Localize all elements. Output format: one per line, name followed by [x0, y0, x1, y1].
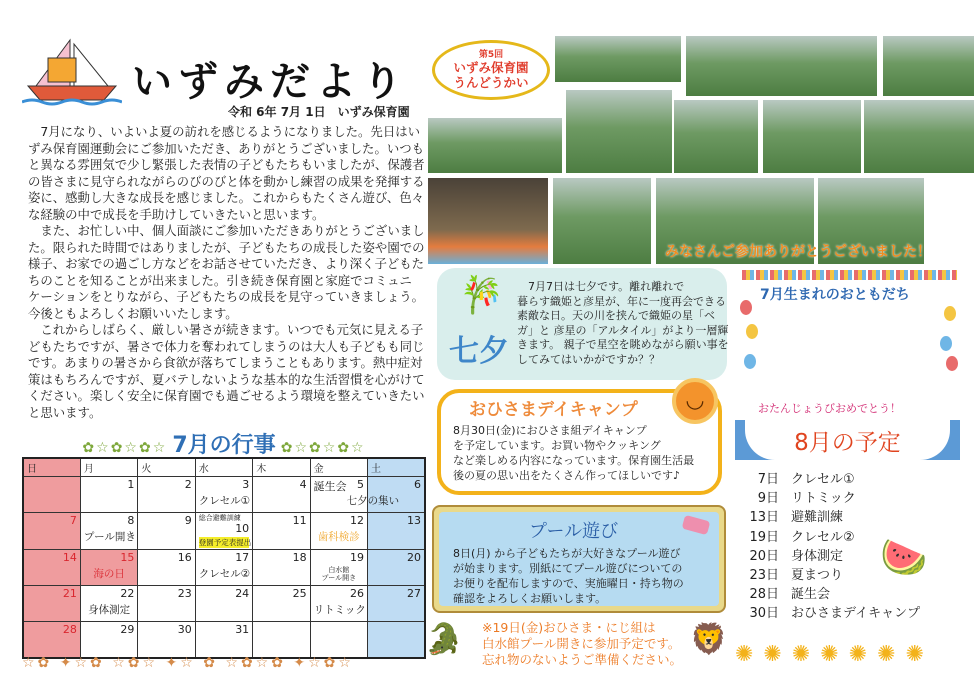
calendar-day [195, 477, 252, 513]
day-number-value: 16 [177, 551, 192, 564]
photo [427, 177, 549, 265]
pool-line: 確認をよろしくお願いします。 [453, 592, 607, 605]
day-event: リトミック [313, 604, 366, 616]
day-camp-line: 8月30日(金)におひさま組デイキャンプ [453, 424, 647, 437]
thanks-caption: みなさんご参加ありがとうございました！ [665, 244, 931, 260]
day-camp-text [453, 423, 694, 483]
letter-line: と思います。 [28, 404, 102, 420]
balloon-icon [744, 354, 756, 369]
day-number-value: 4 [299, 478, 307, 491]
day-event: プール開き [83, 531, 136, 543]
day-number-value: 15 [120, 551, 135, 564]
schedule-day: 7日 [757, 472, 779, 487]
day-number-value: 26 [350, 587, 365, 600]
letter-line: ちのことを知ることが出来ました。引き続き保育園と家庭でコミュニ [28, 272, 412, 288]
letter-line: どもたちですが、暑さで体力を奪われてしまうのは大人も子どもも同じ [28, 338, 425, 354]
day-number-value: 10 [235, 522, 250, 535]
calendar-week [23, 622, 425, 658]
day-number [84, 623, 134, 636]
calendar-day [253, 550, 310, 586]
day-event: 七夕の集い [346, 495, 400, 507]
day-number-value: 21 [62, 587, 77, 600]
note-line: ※19日(金)おひさま・にじ組は [482, 620, 656, 635]
tanabata-line: 7月7日は七夕です。離れ離れで [517, 280, 685, 293]
calendar-day [253, 622, 310, 658]
day-camp-title: おひさまデイキャンプ [469, 400, 638, 420]
letter-line: これからしばらく、厳しい暑さが続きます。いつでも元気に見える子 [28, 322, 424, 337]
calendar-day [253, 586, 310, 622]
pool-box [432, 505, 726, 613]
calendar-day [138, 513, 195, 550]
day-number-value: 7 [69, 514, 77, 527]
day-number [141, 478, 191, 491]
day-number-value: 31 [235, 623, 250, 636]
calendar-day [138, 550, 195, 586]
day-number-value: 14 [62, 551, 77, 564]
bunting-decoration [742, 270, 957, 280]
day-number-value: 27 [407, 587, 421, 600]
day-number [371, 514, 421, 527]
balloon-icon [944, 306, 956, 321]
august-schedule-banner [735, 420, 960, 460]
calendar-day [23, 586, 80, 622]
calendar-day [80, 586, 137, 622]
letter-line: と異なる雰囲気で少し緊張した表情の子どもたちもいましたが、保護者 [28, 157, 425, 172]
calendar-day [138, 477, 195, 513]
schedule-event: リトミック [791, 491, 856, 507]
day-number [199, 551, 249, 564]
note-line: 白水館プール開きに参加予定です。 [482, 636, 681, 651]
day-number-value: 12 [350, 514, 365, 527]
lion-icon: 🦁 [690, 622, 728, 657]
weekday-header: 土 [368, 458, 425, 477]
sports-day-logo [432, 40, 550, 100]
day-number [84, 514, 134, 527]
schedule-item [745, 508, 920, 527]
day-number-value: 17 [235, 551, 250, 564]
schedule-event: クレセル① [791, 472, 855, 487]
pool-opening-note [482, 620, 682, 668]
calendar-week [23, 586, 425, 622]
day-number [84, 478, 134, 491]
schedule-day: 28日 [749, 587, 779, 603]
schedule-item [745, 604, 920, 623]
calendar-week [23, 550, 425, 586]
day-camp-line: を予定しています。お買い物やクッキング [453, 439, 661, 452]
photo [685, 35, 878, 97]
letter-line: な経験の中で成長を手助けしていきたいと思います。 [28, 206, 325, 222]
day-camp-line: など楽しめる内容になっています。保育園生活最 [453, 454, 695, 467]
day-number [256, 478, 306, 491]
schedule-item [745, 489, 920, 508]
photo [673, 99, 759, 174]
day-event: 海の日 [93, 568, 125, 580]
day-number [371, 478, 421, 491]
calendar-week [23, 477, 425, 513]
weekday-header: 日 [23, 458, 80, 477]
letter-line: 7月になり、いよいよ夏の訪れを感じるようになりました。先日はい [28, 124, 420, 139]
calendar-title: 7月の行事 [172, 433, 276, 458]
tanabata-line: きます。 親子で星空を眺めながら願い事を [517, 338, 729, 351]
day-number [371, 551, 421, 564]
pool-line: が始まります。別紙にてプール遊びについての [453, 562, 683, 575]
letter-line: ケーションをとりながら、子どもたちの成長を見守っていきましょう。 [28, 289, 425, 304]
bottom-decoration: ☆✿ ✦☆✿ ☆✿☆ ✦☆ ✿ ☆✿☆✿ ✦☆✿☆ [22, 655, 354, 671]
day-number-value: 28 [62, 623, 77, 636]
tanabata-line: 暮らす織姫と彦星が、年に一度再会できる [517, 294, 726, 308]
letter-line: 策はもちろんですが、夏バテしないような基本的な生活習慣を心がけて [28, 371, 425, 387]
day-event: 白水館 プール開き [321, 566, 357, 582]
sunflower-decoration: ✺✺✺✺✺✺✺ [735, 642, 935, 667]
day-number-value: 8 [127, 514, 135, 527]
issue-date: 令和 6年 7月 1日 いずみ保育園 [228, 105, 410, 119]
calendar-day [368, 550, 425, 586]
day-number [314, 551, 364, 564]
weekday-header: 火 [138, 458, 195, 477]
day-number-value: 22 [120, 587, 135, 600]
day-number [199, 514, 249, 535]
schedule-event: 避難訓練 [791, 510, 844, 526]
day-number [84, 587, 134, 600]
sailboat-logo [22, 38, 122, 106]
schedule-item [745, 585, 920, 604]
pool-title: プール遊び [529, 521, 619, 542]
day-event: クレセル① [198, 495, 251, 507]
crocodile-icon: 🐊 [425, 622, 463, 657]
day-number [314, 514, 364, 527]
bamboo-decoration-icon: ✿☆✿☆✿☆ [280, 440, 366, 456]
letter-line: ください。楽しく安全に保育園でも過ごせるよう環境を整えていきたい [28, 388, 425, 403]
tanabata-text [517, 280, 729, 367]
day-number [199, 478, 249, 491]
weekday-header: 金 [310, 458, 367, 477]
day-number-value: 11 [292, 514, 307, 527]
calendar-day [310, 513, 367, 550]
director-letter [28, 124, 433, 421]
letter-line: 姿に、感動し大きな成長を感じました。これからもたくさん遊び、色々 [28, 190, 425, 205]
day-number-value: 20 [407, 551, 421, 564]
calendar-day [23, 477, 80, 513]
calendar-day [80, 513, 137, 550]
birthday-title: 7月生まれのおともだち [760, 287, 910, 303]
bamboo-icon: 🎋 [459, 275, 504, 316]
calendar-day [368, 622, 425, 658]
day-number [199, 587, 249, 600]
day-number [141, 514, 191, 527]
kickboard-icon [682, 515, 711, 535]
day-number-value: 13 [407, 514, 421, 527]
calendar-day [368, 586, 425, 622]
calendar-day [195, 586, 252, 622]
calendar-day [195, 550, 252, 586]
july-calendar [22, 457, 426, 659]
letter-line: 様子、お家での過ごし方などをお話させていただき、より深く子どもた [28, 256, 425, 271]
day-number [27, 623, 77, 636]
day-number [141, 623, 191, 636]
day-number [314, 478, 364, 491]
calendar-day [23, 550, 80, 586]
bamboo-decoration-icon: ✿☆✿☆✿☆ [82, 440, 168, 456]
birthday-message: おたんじょうびおめでとう！ [758, 402, 901, 415]
day-number-value: 2 [184, 478, 192, 491]
balloon-icon [946, 356, 958, 371]
calendar-day [23, 622, 80, 658]
schedule-event: 身体測定 [791, 548, 844, 564]
calendar-week [23, 513, 425, 550]
watermelon-splitting-boy-icon: 🍉 [880, 535, 928, 579]
tanabata-line: 素敵な日。天の川を挟んで織姫の星「ベ [517, 309, 715, 322]
day-number [314, 587, 364, 600]
calendar-day [253, 513, 310, 550]
sports-day-subtitle: うんどうかい [453, 75, 529, 90]
calendar-day [310, 622, 367, 658]
schedule-day: 30日 [749, 606, 779, 622]
calendar-day [368, 513, 425, 550]
calendar-day [138, 586, 195, 622]
day-number [141, 551, 191, 564]
letter-line: た。限られた時間ではありましたが、子どもたちの成長した姿や園での [28, 239, 425, 255]
day-pre-event: 総合避難訓練 [198, 514, 241, 522]
schedule-event: 誕生会 [791, 587, 831, 603]
weekday-header: 水 [195, 458, 252, 477]
day-number-value: 30 [177, 623, 192, 636]
calendar-day [310, 477, 400, 513]
day-number-value: 9 [184, 514, 192, 527]
balloon-icon [746, 324, 758, 339]
letter-line: です。あまりの暑さから食欲が落ちてしまうこともあります。熱中症対 [28, 355, 423, 370]
calendar-day [80, 550, 137, 586]
day-number [256, 587, 306, 600]
tanabata-label: 七夕 [449, 334, 509, 369]
sports-day-round: 第5回 [478, 50, 504, 60]
note-line: 忘れ物のないようご準備ください。 [482, 652, 683, 667]
day-number [84, 551, 134, 564]
letter-line: また、お忙しい中、個人面談にご参加いただきありがとうございまし [28, 223, 425, 238]
day-event: 登園予定表提出 [198, 538, 252, 547]
tanabata-line: ガ」と 彦星の「アルタイル」がより一層輝 [517, 323, 729, 337]
tanabata-line: してみてはいかがですか？？ [517, 352, 660, 366]
letter-line: の皆さまに見守られながらのびのびと体を動かし練習の成果を発揮する [28, 173, 425, 189]
weekday-header: 木 [253, 458, 310, 477]
calendar-day [138, 622, 195, 658]
schedule-event: クレセル② [791, 529, 855, 545]
day-number [27, 514, 77, 527]
day-event: 歯科検診 [317, 531, 360, 543]
calendar-day [253, 477, 310, 513]
pool-text [453, 546, 684, 606]
schedule-day: 9日 [757, 491, 779, 507]
calendar-heading [22, 428, 426, 458]
calendar-day [23, 513, 80, 550]
sports-day-name: いずみ保育園 [453, 60, 529, 75]
photo [882, 35, 975, 97]
smiling-sun-icon: ◡ [672, 378, 718, 424]
weekday-header: 月 [80, 458, 137, 477]
calendar-day [80, 477, 137, 513]
day-number-value: 5 [357, 478, 365, 491]
photo [427, 117, 563, 174]
day-number-value: 19 [350, 551, 365, 564]
schedule-day: 23日 [749, 568, 779, 584]
day-number [27, 587, 77, 600]
pool-line: 8日(月) から子どもたちが大好きなプール遊び [453, 547, 681, 560]
day-event: 身体測定 [88, 604, 131, 616]
day-event: クレセル② [198, 568, 251, 580]
day-number-value: 23 [177, 587, 192, 600]
day-pre-event: 誕生会 [313, 480, 347, 493]
photo [863, 99, 975, 174]
photo [552, 177, 652, 265]
schedule-day: 19日 [749, 529, 779, 545]
day-number [371, 587, 421, 600]
august-schedule-title: 8月の予定 [794, 430, 901, 456]
photo [554, 35, 682, 83]
letter-line: 今後ともよろしくお願いいたします。 [28, 305, 238, 321]
schedule-day: 20日 [749, 548, 779, 564]
day-number [141, 587, 191, 600]
day-number [199, 623, 249, 636]
balloon-icon [940, 336, 952, 351]
day-number [256, 551, 306, 564]
day-number-value: 29 [120, 623, 135, 636]
day-number-value: 3 [242, 478, 250, 491]
calendar-day [195, 622, 252, 658]
birthday-frame [738, 268, 963, 418]
day-number-value: 6 [414, 478, 421, 491]
photo [565, 89, 673, 174]
calendar-day [80, 622, 137, 658]
schedule-day: 13日 [749, 510, 779, 526]
calendar-day [310, 586, 367, 622]
pool-line: お便りを配布しますので、実施曜日・持ち物の [453, 577, 684, 590]
schedule-event: 夏まつり [791, 568, 844, 584]
day-number [256, 514, 306, 527]
newsletter-title: いずみだより [132, 59, 408, 105]
balloon-icon [740, 300, 752, 315]
day-number-value: 24 [235, 587, 250, 600]
letter-line: ずみ保育園運動会にご参加いただき、ありがとうございました。いつも [28, 140, 425, 156]
calendar-day [310, 550, 367, 586]
day-camp-line: 後の夏の思い出をたくさん作ってほしいです♪ [453, 469, 681, 482]
schedule-event: おひさまデイキャンプ [791, 606, 921, 622]
day-number-value: 25 [292, 587, 307, 600]
day-number-value: 1 [127, 478, 135, 491]
day-number-value: 18 [292, 551, 307, 564]
tanabata-box [437, 268, 727, 380]
schedule-item [745, 470, 920, 489]
calendar-day [195, 513, 252, 550]
day-number [27, 551, 77, 564]
photo [762, 99, 862, 174]
